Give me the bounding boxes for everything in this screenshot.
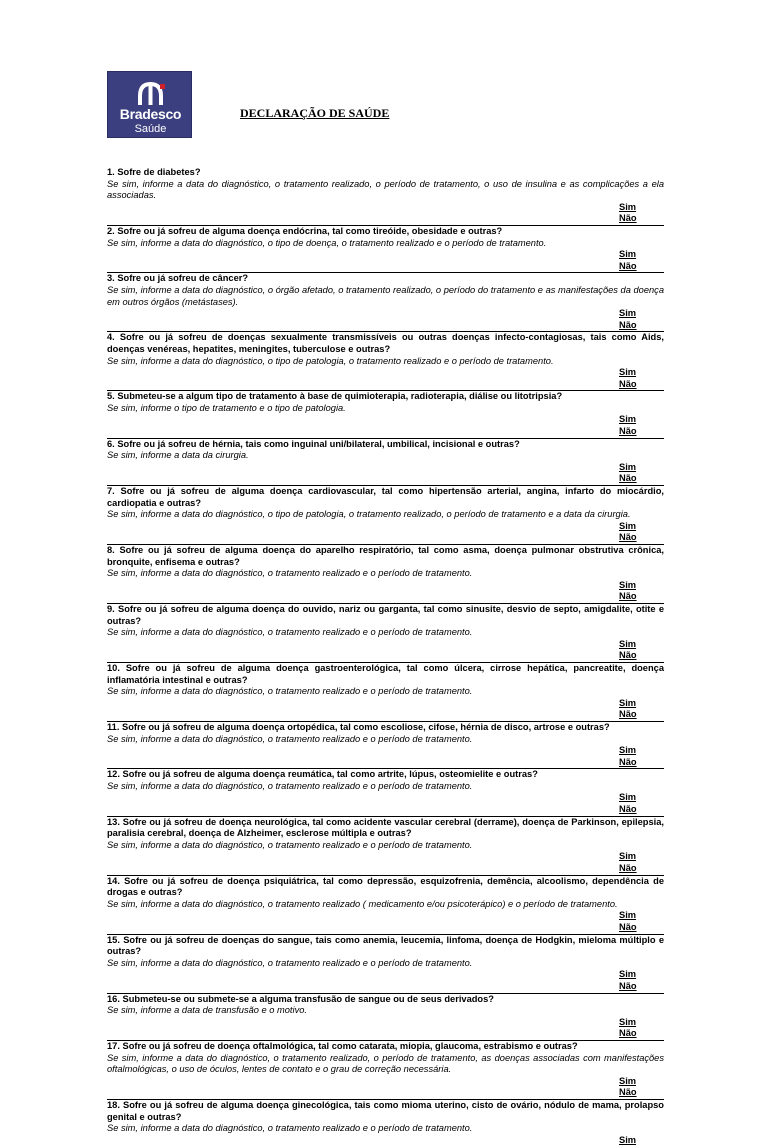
question-instructions: Se sim, informe a data do diagnóstico, o tratamento realizado e o período de tratamento. [107,839,473,850]
answer-yes-option[interactable]: Sim [619,697,637,708]
answer-no-option[interactable]: Não [619,473,637,484]
question-block [107,1100,664,1146]
question-instructions: Se sim, informe a data do diagnóstico, o tipo de patologia, o tratamento realizado e o período de tratamento. [107,355,554,366]
answer-yes-option[interactable]: Sim [619,249,637,260]
question-block [107,167,664,226]
question-instructions: Se sim, informe a data do diagnóstico, o tratamento realizado, o período de tratamento, o uso de insulina e as complicações a ela associadas. [107,178,664,201]
question-block [107,486,664,545]
logo-name: Bradesco [119,106,182,122]
question-title: 4. Sofre ou já sofreu de doenças sexualmente transmissíveis ou outras doenças infecto-contagiosas, tais como Aids, doenças venéreas, hepatites, meningites, tuberculose e outras? [107,332,664,354]
answer-yes-option[interactable]: Sim [619,969,637,980]
answer-yes-option[interactable]: Sim [619,201,637,212]
answer-no-option[interactable]: Não [619,378,637,389]
question-title: 16. Submeteu-se ou submete-se a alguma transfusão de sangue ou de seus derivados? [107,993,494,1004]
answer-no-option[interactable]: Não [619,804,637,815]
answer-no-option[interactable]: Não [619,980,637,991]
question-title: 3. Sofre ou já sofreu de câncer? [107,273,249,284]
question-block [107,273,664,332]
answer-no-option[interactable]: Não [619,650,637,661]
question-block [107,935,664,994]
question-block [107,545,664,604]
question-instructions: Se sim, informe a data do diagnóstico, o tratamento realizado e o período de tratamento. [107,957,473,968]
question-instructions: Se sim, informe a data da cirurgia. [107,450,249,461]
answer-no-option[interactable]: Não [619,213,637,224]
question-instructions: Se sim, informe a data do diagnóstico, o tratamento realizado e o período de tratamento. [107,568,473,579]
question-title: 5. Submeteu-se a algum tipo de tratamento à base de quimioterapia, radioterapia, diálise ou litotripsia? [107,391,563,402]
question-instructions: Se sim, informe a data do diagnóstico, o tratamento realizado e o período de tratamento. [107,1123,473,1134]
question-title: 7. Sofre ou já sofreu de alguma doença cardiovascular, tal como hipertensão arterial, angina, infarto do miocárdio, cardiopatia e outras? [107,486,664,508]
answer-no-option[interactable]: Não [619,532,637,543]
question-block [107,226,664,273]
answer-yes-option[interactable]: Sim [619,638,637,649]
question-block [107,769,664,816]
answer-yes-option[interactable]: Sim [619,579,637,590]
question-title: 13. Sofre ou já sofreu de doença neurológica, tal como acidente vascular cerebral (derrame), doença de Parkinson, epilepsia, paralisia cerebral, doença de Alzheimer, esclerose múltipla e outras? [107,816,664,839]
question-instructions: Se sim, informe a data do diagnóstico, o tratamento realizado e o período de tratamento. [107,780,473,791]
question-instructions: Se sim, informe a data do diagnóstico, o tratamento realizado, o período de tratamento, as doenças associadas com manifestações oftalmológicas, o uso de óculos, lentes de contato e o grau de correção necessária. [107,1052,664,1075]
question-title: 6. Sofre ou já sofreu de hérnia, tais como inguinal uni/bilateral, umbilical, incisional e outras? [107,438,520,449]
answer-yes-option[interactable]: Sim [619,1075,637,1086]
answer-yes-option[interactable]: Sim [619,792,637,803]
bradesco-saude-logo [107,71,192,138]
question-block [107,391,664,438]
question-title: 15. Sofre ou já sofreu de doenças do sangue, tais como anemia, leucemia, linfoma, doença de Hodgkin, mieloma múltiplo e outras? [107,934,664,957]
answer-no-option[interactable]: Não [619,756,637,767]
document-title: DECLARAÇÃO DE SAÚDE [240,106,390,120]
answer-yes-option[interactable]: Sim [619,414,637,425]
question-instructions: Se sim, informe a data de transfusão e o motivo. [107,1005,307,1016]
answer-yes-option[interactable]: Sim [619,461,637,472]
question-title: 11. Sofre ou já sofreu de alguma doença ortopédica, tal como escoliose, cifose, hérnia de disco, artrose e outras? [107,721,610,732]
question-list [107,167,664,1146]
question-title: 9. Sofre ou já sofreu de alguma doença do ouvido, nariz ou garganta, tal como sinusite, desvio de septo, amigdalite, otite e outras? [107,603,664,626]
question-title: 1. Sofre de diabetes? [107,167,201,177]
question-title: 12. Sofre ou já sofreu de alguma doença reumática, tal como artrite, lúpus, osteomielite e outras? [107,769,538,780]
question-instructions: Se sim, informe a data do diagnóstico, o tratamento realizado e o período de tratamento. [107,686,473,697]
answer-no-option[interactable]: Não [619,863,637,874]
answer-yes-option[interactable]: Sim [619,851,637,862]
question-instructions: Se sim, informe o tipo de tratamento e o tipo de patologia. [107,402,346,413]
question-instructions: Se sim, informe a data do diagnóstico, o tipo de patologia, o tratamento realizado, o período de tratamento e a data da cirurgia. [107,509,631,520]
question-block [107,439,664,486]
question-title: 2. Sofre ou já sofreu de alguma doença endócrina, tal como tireóide, obesidade e outras? [107,225,503,236]
question-title: 8. Sofre ou já sofreu de alguma doença do aparelho respiratório, tal como asma, doença pulmonar obstrutiva crônica, bronquite, enfisema e outras? [107,545,664,567]
question-title: 10. Sofre ou já sofreu de alguma doença gastroenterológica, tal como úlcera, cirrose hepática, pancreatite, doença inflamatória intestinal e outras? [107,662,664,685]
answer-yes-option[interactable]: Sim [619,1134,637,1145]
answer-yes-option[interactable]: Sim [619,745,637,756]
answer-no-option[interactable]: Não [619,1087,637,1098]
question-block [107,1041,664,1100]
question-block [107,722,664,769]
question-block [107,994,664,1041]
question-block [107,817,664,876]
answer-no-option[interactable]: Não [619,1028,637,1039]
answer-yes-option[interactable]: Sim [619,910,637,921]
answer-no-option[interactable]: Não [619,319,637,330]
answer-no-option[interactable]: Não [619,591,637,602]
answer-no-option[interactable]: Não [619,426,637,437]
question-instructions: Se sim, informe a data do diagnóstico, o tratamento realizado e o período de tratamento. [107,627,473,638]
question-title: 18. Sofre ou já sofreu de alguma doença ginecológica, tais como mioma uterino, cisto de ovário, nódulo de mama, prolapso genital e outras? [107,1099,664,1122]
question-instructions: Se sim, informe a data do diagnóstico, o tratamento realizado ( medicamento e/ou psicoterápico) e o período de tratamento. [107,898,618,909]
question-instructions: Se sim, informe a data do diagnóstico, o tratamento realizado e o período de tratamento. [107,733,473,744]
question-block [107,876,664,935]
question-title: 14. Sofre ou já sofreu de doença psiquiátrica, tal como depressão, esquizofrenia, demência, alcoolismo, dependência de drogas e outras? [107,875,664,898]
answer-yes-option[interactable]: Sim [619,1016,637,1027]
answer-no-option[interactable]: Não [619,709,637,720]
question-block [107,663,664,722]
question-instructions: Se sim, informe a data do diagnóstico, o órgão afetado, o tratamento realizado, o período do tratamento e as manifestações da doença em outros órgãos (metástases). [107,284,664,307]
answer-no-option[interactable]: Não [619,260,637,271]
question-block [107,332,664,391]
answer-yes-option[interactable]: Sim [619,308,637,319]
answer-yes-option[interactable]: Sim [619,367,637,378]
answer-no-option[interactable]: Não [619,922,637,932]
logo-subtitle: Saúde [134,123,167,135]
question-title: 17. Sofre ou já sofreu de doença oftalmológica, tal como catarata, miopia, glaucoma, estrabismo e outras? [107,1040,578,1051]
answer-yes-option[interactable]: Sim [619,520,637,531]
question-block [107,604,664,663]
question-instructions: Se sim, informe a data do diagnóstico, o tipo de doença, o tratamento realizado e o período de tratamento. [107,237,547,248]
